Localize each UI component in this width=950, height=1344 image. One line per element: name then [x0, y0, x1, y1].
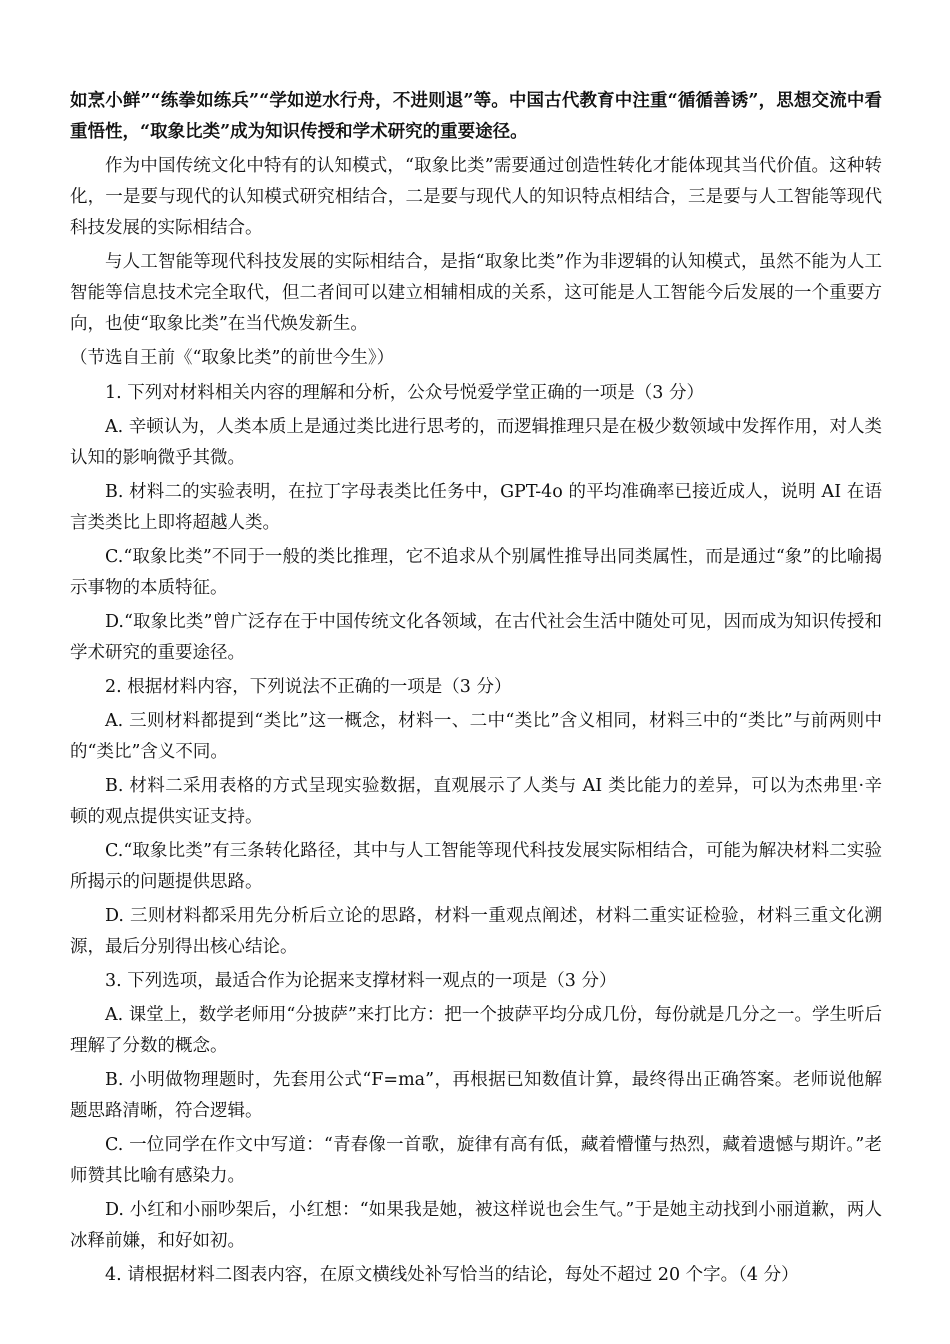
- passage-paragraph-3: 与人工智能等现代科技发展的实际相结合，是指“取象比类”作为非逻辑的认知模式，虽然不能为人工智能等信息技术完全取代，但二者间可以建立相辅相成的关系，这可能是人工智能今后发展的一个重要方向，也使“取象比类”在当代焕发新生。: [70, 252, 882, 334]
- question-1-stem: 1. 下列对材料相关内容的理解和分析，公众号悦爱学堂正确的一项是（3 分）: [105, 383, 704, 403]
- question-3-option-c: C. 一位同学在作文中写道：“青春像一首歌，旋律有高有低，藏着懵懂与热烈，藏着遗憾与期许。”老师赞其比喻有感染力。: [70, 1135, 882, 1186]
- question-3-option-a: A. 课堂上，数学老师用“分披萨”来打比方：把一个披萨平均分成几份，每份就是几分之一。学生听后理解了分数的概念。: [70, 1005, 882, 1056]
- question-3-option-b: B. 小明做物理题时，先套用公式“F=ma”，再根据已知数值计算，最终得出正确答案。老师说他解题思路清晰，符合逻辑。: [70, 1070, 882, 1121]
- question-2-option-c: C.“取象比类”有三条转化路径，其中与人工智能等现代科技发展实际相结合，可能为解决材料二实验所揭示的问题提供思路。: [70, 841, 882, 892]
- document-page: [70, 86, 882, 1294]
- question-1-option-c: C.“取象比类”不同于一般的类比推理，它不追求从个别属性推导出同类属性，而是通过“象”的比喻揭示事物的本质特征。: [70, 547, 882, 598]
- question-2-option-a: A. 三则材料都提到“类比”这一概念，材料一、二中“类比”含义相同，材料三中的“类比”与前两则中的“类比”含义不同。: [70, 711, 882, 762]
- question-3-stem: 3. 下列选项，最适合作为论据来支撑材料一观点的一项是（3 分）: [105, 971, 617, 991]
- question-4-stem: 4. 请根据材料二图表内容，在原文横线处补写恰当的结论，每处不超过 20 个字。（4 分）: [105, 1265, 799, 1285]
- passage-paragraph-2: 作为中国传统文化中特有的认知模式，“取象比类”需要通过创造性转化才能体现其当代价值。这种转化，一是要与现代的认知模式研究相结合，二是要与现代人的知识特点相结合，三是要与人工智能等现代科技发展的实际相结合。: [70, 156, 882, 238]
- question-1-option-d: D.“取象比类”曾广泛存在于中国传统文化各领域，在古代社会生活中随处可见，因而成为知识传授和学术研究的重要途径。: [70, 612, 882, 663]
- question-1-option-b: B. 材料二的实验表明，在拉丁字母表类比任务中，GPT-4o 的平均准确率已接近成人，说明 AI 在语言类类比上即将超越人类。: [70, 482, 882, 533]
- question-2-stem: 2. 根据材料内容，下列说法不正确的一项是（3 分）: [105, 677, 512, 697]
- question-1-option-a: A. 辛顿认为，人类本质上是通过类比进行思考的，而逻辑推理只是在极少数领域中发挥作用，对人类认知的影响微乎其微。: [70, 417, 882, 468]
- passage-paragraph-1: 如烹小鲜”“练拳如练兵”“学如逆水行舟，不进则退”等。中国古代教育中注重“循循善诱”，思想交流中看重悟性，“取象比类”成为知识传授和学术研究的重要途径。: [70, 91, 882, 142]
- question-3-option-d: D. 小红和小丽吵架后，小红想：“如果我是她，被这样说也会生气。”于是她主动找到小丽道歉，两人冰释前嫌，和好如初。: [70, 1200, 882, 1251]
- question-2-option-d: D. 三则材料都采用先分析后立论的思路，材料一重观点阐述，材料二重实证检验，材料三重文化溯源，最后分别得出核心结论。: [70, 906, 882, 957]
- passage-source: （节选自王前《“取象比类”的前世今生》）: [70, 348, 395, 368]
- question-2-option-b: B. 材料二采用表格的方式呈现实验数据，直观展示了人类与 AI 类比能力的差异，可以为杰弗里·辛顿的观点提供实证支持。: [70, 776, 882, 827]
